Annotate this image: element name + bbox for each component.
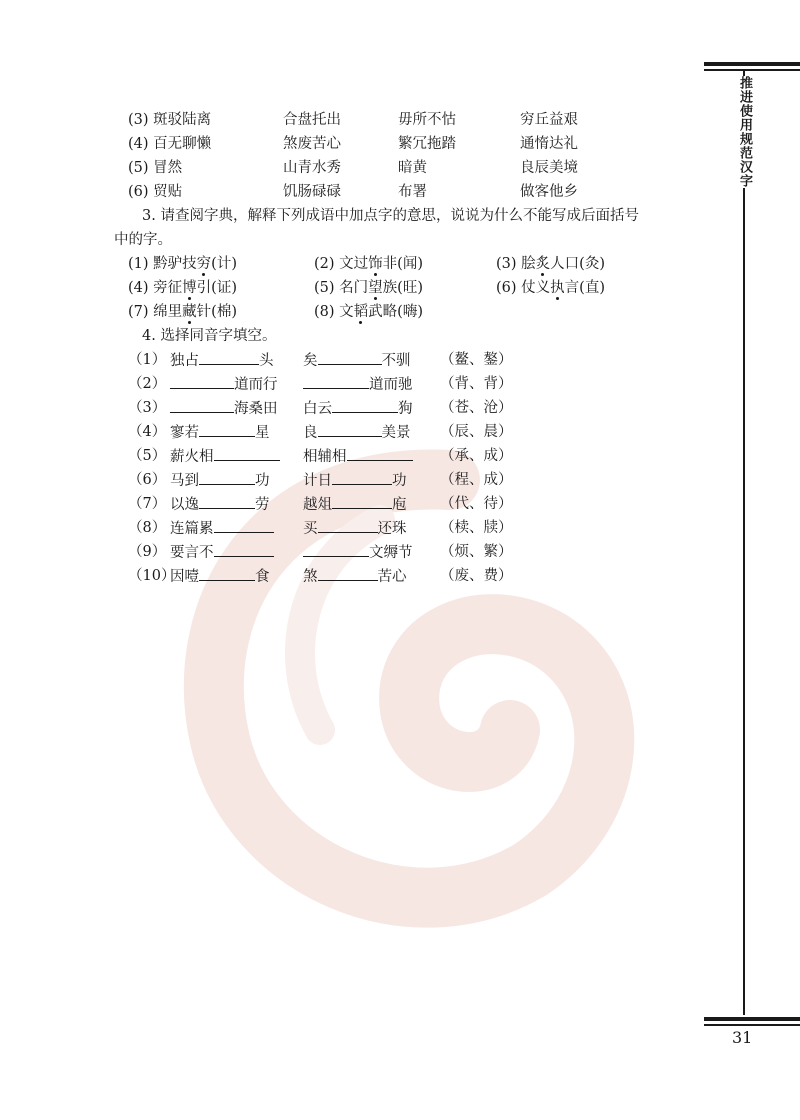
phrase-b [303, 420, 411, 445]
phrase-text: 独占 [170, 353, 199, 369]
exercise-2-row [128, 180, 698, 204]
phrase-b [303, 444, 413, 469]
options: （程、成） [440, 472, 513, 488]
phrase-text: 计日 [303, 473, 332, 489]
phrase-text: 因噎 [170, 569, 199, 585]
idiom-text: (8) 文 [314, 304, 354, 320]
exercise-3-row [128, 252, 698, 276]
phrase-b [303, 516, 407, 541]
exercise-3-prompt: 3. 请查阅字典，解释下列成语中加点字的意思，说说为什么不能写成后面括号 [142, 208, 639, 224]
idiom-item [128, 276, 237, 300]
item-number: （9） [128, 544, 167, 560]
phrase-text: 寥若 [170, 425, 199, 441]
fill-row [128, 444, 698, 468]
exercise-2-table [128, 108, 698, 204]
phrase-text: 苦心 [377, 569, 407, 585]
blank-line[interactable] [214, 540, 274, 557]
blank-line[interactable] [318, 348, 382, 365]
side-rule-bottom-thin [704, 1024, 800, 1026]
phrase-text: 良 [303, 425, 318, 441]
phrase-text: 连篇累 [170, 521, 214, 537]
idiom-text: 非(闻) [382, 256, 423, 272]
dotted-char: 韬 [353, 304, 369, 320]
idiom-text: 武略(嗨) [368, 304, 423, 320]
word-cell: 繁冗拖踏 [398, 136, 456, 152]
phrase-text: 薪火相 [170, 449, 214, 465]
word-cell: 合盘托出 [283, 112, 341, 128]
idiom-item [128, 252, 237, 276]
idiom-text: (2) 文过 [314, 256, 369, 272]
blank-line[interactable] [214, 516, 274, 533]
phrase-a [170, 492, 270, 517]
item-number: （8） [128, 520, 167, 536]
exercise-2-row [128, 108, 698, 132]
phrase-text: 道而驰 [369, 377, 413, 393]
phrase-a [170, 468, 270, 493]
options: （背、背） [440, 376, 513, 392]
word-cell: 布署 [398, 184, 427, 200]
phrase-text: 煞 [303, 569, 318, 585]
phrase-a [170, 564, 270, 589]
item-number: （2） [128, 376, 167, 392]
phrase-a [170, 396, 278, 421]
word-cell: 山青水秀 [283, 160, 341, 176]
phrase-a [170, 516, 274, 541]
fill-row [128, 372, 698, 396]
phrase-b [303, 348, 411, 373]
idiom-item [314, 252, 423, 276]
word-cell: 做客他乡 [520, 184, 578, 200]
phrase-a [170, 540, 274, 565]
fill-row [128, 396, 698, 420]
blank-line[interactable] [199, 420, 255, 437]
phrase-text: 文缛节 [369, 545, 413, 561]
phrase-b [303, 564, 407, 589]
phrase-b [303, 540, 413, 565]
blank-line[interactable] [214, 444, 280, 461]
phrase-text: 狗 [398, 401, 413, 417]
word-cell: 饥肠碌碌 [283, 184, 341, 200]
word-cell: (5) 冒然 [128, 160, 183, 176]
phrase-a [170, 348, 274, 373]
phrase-text: 头 [259, 353, 274, 369]
idiom-text: (3) 脍 [496, 256, 536, 272]
side-rule-top-thin [704, 69, 800, 71]
blank-line[interactable] [318, 420, 382, 437]
idiom-item [128, 300, 237, 324]
phrase-text: 美景 [381, 425, 411, 441]
blank-line[interactable] [332, 492, 392, 509]
options: （代、待） [440, 496, 513, 512]
fill-row [128, 540, 698, 564]
dotted-char: 望 [368, 280, 383, 296]
blank-line[interactable] [318, 516, 378, 533]
fill-row [128, 420, 698, 444]
item-number: （3） [128, 400, 167, 416]
blank-line[interactable] [199, 492, 255, 509]
blank-line[interactable] [332, 468, 392, 485]
word-cell: 良辰美境 [520, 160, 578, 176]
item-number: （4） [128, 424, 167, 440]
options: （废、费） [440, 568, 513, 584]
phrase-text: 白云 [303, 401, 332, 417]
blank-line[interactable] [170, 372, 234, 389]
blank-line[interactable] [303, 540, 369, 557]
exercise-4-prompt: 4. 选择同音字填空。 [142, 328, 277, 344]
side-rule-bottom-thick [704, 1017, 800, 1021]
fill-row [128, 492, 698, 516]
exercise-3-row [128, 300, 698, 324]
dotted-char: 炙 [535, 256, 551, 272]
fill-row [128, 516, 698, 540]
idiom-text: 引(证) [196, 280, 237, 296]
item-number: （1） [128, 352, 167, 368]
word-cell: 穷丘益艰 [520, 112, 578, 128]
options: （辰、晨） [440, 424, 513, 440]
exercise-3-items [128, 252, 698, 324]
phrase-text: 不驯 [381, 353, 411, 369]
side-chapter-title: 推进使用规范汉字 [734, 76, 754, 188]
phrase-text: 要言不 [170, 545, 214, 561]
options: （鳌、鏊） [440, 352, 513, 368]
idiom-text: (1) 黔驴技 [128, 256, 197, 272]
idiom-text: (5) 名门 [314, 280, 369, 296]
phrase-b [303, 396, 413, 421]
blank-line[interactable] [318, 564, 378, 581]
options: （烦、繁） [440, 544, 513, 560]
idiom-text: 言(直) [564, 280, 605, 296]
exercise-3-prompt-cont: 中的字。 [114, 232, 172, 248]
phrase-text: 星 [255, 425, 270, 441]
dotted-char: 饰 [368, 256, 383, 272]
phrase-a [170, 444, 280, 469]
phrase-text: 相辅相 [303, 449, 347, 465]
blank-line[interactable] [170, 396, 234, 413]
exercise-2-row [128, 132, 698, 156]
options: （椟、牍） [440, 520, 513, 536]
fill-row [128, 468, 698, 492]
phrase-text: 以逸 [170, 497, 199, 513]
page-content [114, 108, 698, 588]
fill-row [128, 348, 698, 372]
word-cell: (3) 斑驳陆离 [128, 112, 212, 128]
phrase-text: 功 [255, 473, 270, 489]
word-cell: 毋所不怙 [398, 112, 456, 128]
blank-line[interactable] [303, 372, 369, 389]
idiom-item [496, 276, 605, 300]
phrase-text: 马到 [170, 473, 199, 489]
phrase-b [303, 372, 413, 397]
phrase-a [170, 372, 278, 397]
word-cell: 通惰达礼 [520, 136, 578, 152]
word-cell: 暗黄 [398, 160, 427, 176]
idiom-text: 族(旺) [382, 280, 423, 296]
phrase-text: 海桑田 [234, 401, 278, 417]
idiom-item [314, 276, 423, 300]
phrase-b [303, 492, 407, 517]
dotted-char: 执 [550, 280, 565, 296]
phrase-text: 道而行 [234, 377, 278, 393]
idiom-text: (4) 旁征 [128, 280, 183, 296]
blank-line[interactable] [199, 468, 255, 485]
side-vertical-rule [743, 70, 745, 1015]
idiom-text: (6) 仗义 [496, 280, 551, 296]
item-number: （7） [128, 496, 167, 512]
phrase-text: 功 [392, 473, 407, 489]
blank-line[interactable] [199, 564, 255, 581]
exercise-4-items [128, 348, 698, 588]
phrase-text: 买 [303, 521, 318, 537]
word-cell: (6) 贸贴 [128, 184, 183, 200]
phrase-text: 劳 [255, 497, 270, 513]
idiom-text: (7) 绵里 [128, 304, 183, 320]
blank-line[interactable] [347, 444, 413, 461]
dotted-char: 藏 [182, 304, 197, 320]
idiom-text: 人口(灸) [550, 256, 605, 272]
item-number: （5） [128, 448, 167, 464]
blank-line[interactable] [199, 348, 259, 365]
word-cell: 煞废苦心 [283, 136, 341, 152]
phrase-b [303, 468, 407, 493]
side-rule-top-thick [704, 62, 800, 66]
options: （苍、沧） [440, 400, 513, 416]
phrase-text: 还珠 [377, 521, 407, 537]
options: （承、成） [440, 448, 513, 464]
word-cell: (4) 百无聊懒 [128, 136, 212, 152]
idiom-text: (计) [211, 256, 237, 272]
item-number: （10） [128, 568, 176, 584]
idiom-item [496, 252, 605, 276]
phrase-a [170, 420, 270, 445]
idiom-item [314, 300, 423, 324]
blank-line[interactable] [332, 396, 398, 413]
phrase-text: 庖 [392, 497, 407, 513]
phrase-text: 矣 [303, 353, 318, 369]
item-number: （6） [128, 472, 167, 488]
dotted-char: 穷 [196, 256, 212, 272]
phrase-text: 食 [255, 569, 270, 585]
phrase-text: 越俎 [303, 497, 332, 513]
dotted-char: 博 [182, 280, 197, 296]
page-number: 31 [732, 1028, 753, 1047]
exercise-3-row [128, 276, 698, 300]
exercise-2-row [128, 156, 698, 180]
idiom-text: 针(棉) [196, 304, 237, 320]
fill-row [128, 564, 698, 588]
